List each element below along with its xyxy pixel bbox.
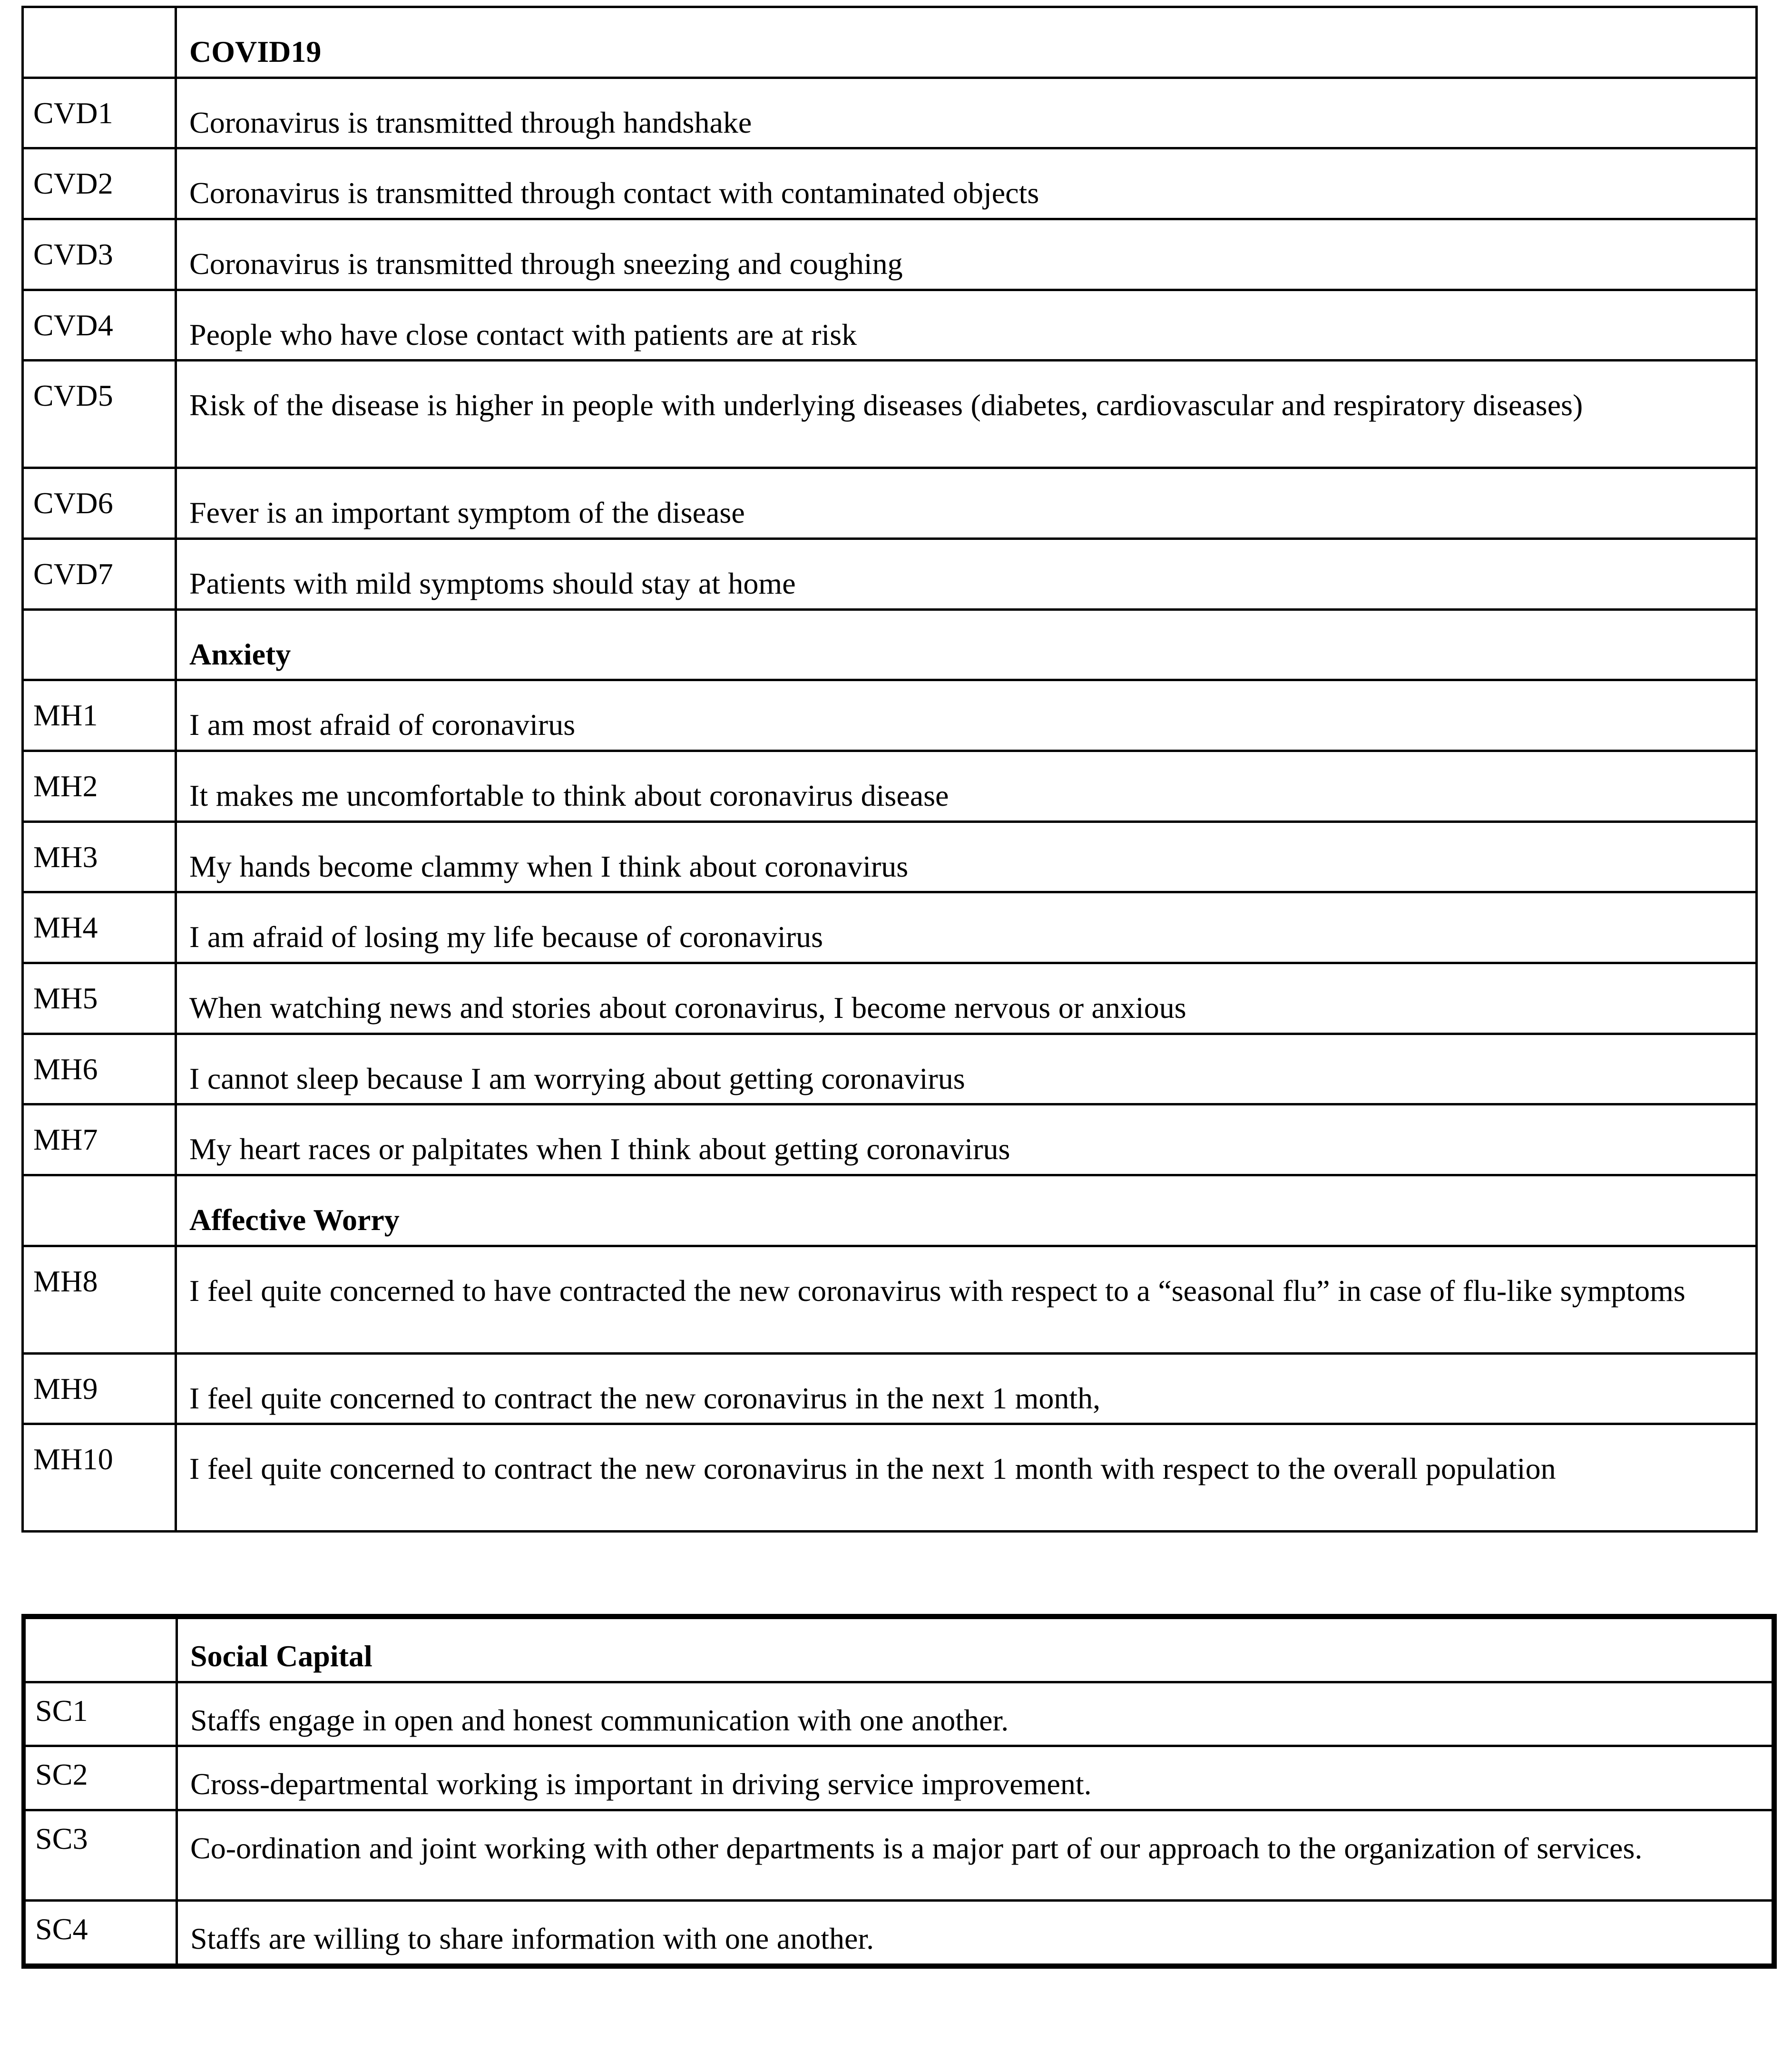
items-table-social-capital [21,1614,1777,1969]
item-text: I cannot sleep because I am worrying about getting coronavirus [189,1061,965,1095]
table-row [23,1034,1757,1104]
item-code: CVD4 [33,308,113,342]
item-code-cell [23,1104,176,1175]
item-code: MH9 [33,1371,98,1406]
item-code-cell [23,1246,176,1353]
item-code-cell [24,1810,177,1901]
item-code: MH5 [33,981,98,1016]
item-code-cell [24,1746,177,1810]
section-title-cell [176,1175,1757,1246]
item-code-cell [24,1682,177,1746]
item-text-cell [176,219,1757,290]
item-code: SC1 [35,1693,88,1728]
table-row [23,963,1757,1034]
table-row [23,468,1757,539]
item-text: Patients with mild symptoms should stay at home [189,567,796,601]
item-text-cell [176,539,1757,610]
table-row [23,1104,1757,1175]
item-code-cell [23,1034,176,1104]
item-code-cell [23,680,176,751]
item-code: MH7 [33,1123,98,1157]
section-header-social-capital [24,1617,1774,1682]
item-text-cell [176,148,1757,219]
table-row [23,539,1757,610]
item-text: I am afraid of losing my life because of coronavirus [189,920,823,954]
item-code: CVD6 [33,486,113,520]
table-row [23,219,1757,290]
section-title-cell [176,609,1757,680]
section-title-covid19: COVID19 [189,35,322,68]
table-row [24,1682,1774,1746]
item-code-cell [23,361,176,468]
item-text-cell [176,290,1757,361]
item-text-cell [176,821,1757,892]
item-text: Co-ordination and joint working with other departments is a major part of our approach to the organization of services. [190,1831,1643,1866]
table-row [23,290,1757,361]
item-code: CVD2 [33,166,113,201]
item-text: Coronavirus is transmitted through sneezing and coughing [189,247,903,281]
item-text-cell [176,1353,1757,1424]
section-title-affective-worry: Affective Worry [189,1203,400,1237]
item-text: Cross-departmental working is important in driving service improvement. [190,1767,1092,1801]
section-title-cell [177,1617,1774,1682]
item-text: I am most afraid of coronavirus [189,708,576,742]
item-code-cell [23,290,176,361]
item-code: CVD5 [33,379,113,413]
item-text: Staffs are willing to share information with one another. [190,1922,874,1956]
section-header-covid19 [23,7,1757,78]
item-text-cell [176,751,1757,822]
item-code-cell [23,821,176,892]
table-row [23,361,1757,468]
item-code: MH8 [33,1264,98,1298]
table-row [23,751,1757,822]
item-code: SC2 [35,1758,88,1792]
item-code: CVD1 [33,96,113,130]
item-code: MH6 [33,1052,98,1086]
item-code: MH3 [33,840,98,874]
table-row [23,680,1757,751]
item-code-cell [23,1353,176,1424]
item-text: Risk of the disease is higher in people with underlying diseases (diabetes, cardiovascular and respiratory diseases) [189,388,1583,422]
item-text-cell [176,1104,1757,1175]
item-text: I feel quite concerned to contract the new coronavirus in the next 1 month, [189,1381,1101,1415]
table-row [24,1746,1774,1810]
table-row [23,1246,1757,1353]
item-text: My hands become clammy when I think about coronavirus [189,849,909,883]
table-row [23,78,1757,148]
item-code: CVD7 [33,557,113,591]
item-text-cell [176,78,1757,148]
table-row [23,892,1757,963]
table-row [23,1424,1757,1532]
section-title-social-capital: Social Capital [190,1639,372,1673]
item-code: CVD3 [33,237,113,272]
table-row [24,1901,1774,1966]
table-row [23,821,1757,892]
code-cell-empty [23,1175,176,1246]
item-code-cell [23,963,176,1034]
item-text: Staffs engage in open and honest communication with one another. [190,1703,1009,1737]
section-header-affective-worry [23,1175,1757,1246]
section-header-anxiety [23,609,1757,680]
item-text: It makes me uncomfortable to think about coronavirus disease [189,779,949,813]
item-text-cell [176,361,1757,468]
item-code: SC3 [35,1822,88,1856]
item-code-cell [23,148,176,219]
item-text-cell [177,1682,1774,1746]
item-text-cell [176,680,1757,751]
item-code-cell [24,1901,177,1966]
item-code-cell [23,892,176,963]
item-code-cell [23,468,176,539]
item-text-cell [176,1246,1757,1353]
item-code: MH4 [33,910,98,945]
section-title-anxiety: Anxiety [189,637,291,671]
items-table-main [21,6,1758,1533]
item-text-cell [177,1901,1774,1966]
code-cell-empty [23,7,176,78]
item-code-cell [23,539,176,610]
item-code: MH1 [33,698,98,733]
item-text-cell [176,468,1757,539]
item-text: Coronavirus is transmitted through handshake [189,105,752,139]
section-title-cell [176,7,1757,78]
item-code: MH2 [33,769,98,803]
code-cell-empty [24,1617,177,1682]
code-cell-empty [23,609,176,680]
item-text: People who have close contact with patients are at risk [189,317,857,352]
table-row [24,1810,1774,1901]
item-text: When watching news and stories about coronavirus, I become nervous or anxious [189,991,1186,1025]
item-text: I feel quite concerned to have contracted the new coronavirus with respect to a “seasonal flu” in case of flu-like symptoms [189,1273,1685,1308]
item-text-cell [177,1746,1774,1810]
item-text: Fever is an important symptom of the disease [189,496,745,530]
item-code-cell [23,219,176,290]
item-text-cell [176,892,1757,963]
item-text-cell [176,1034,1757,1104]
table-row [23,148,1757,219]
item-code: MH10 [33,1442,113,1476]
item-text-cell [176,1424,1757,1532]
item-text-cell [176,963,1757,1034]
item-text: I feel quite concerned to contract the new coronavirus in the next 1 month with respect to the overall population [189,1452,1556,1486]
item-text: My heart races or palpitates when I think about getting coronavirus [189,1132,1010,1166]
table-row [23,1353,1757,1424]
item-code-cell [23,751,176,822]
item-code: SC4 [35,1912,88,1946]
item-text: Coronavirus is transmitted through contact with contaminated objects [189,176,1039,210]
item-text-cell [177,1810,1774,1901]
item-code-cell [23,1424,176,1532]
item-code-cell [23,78,176,148]
